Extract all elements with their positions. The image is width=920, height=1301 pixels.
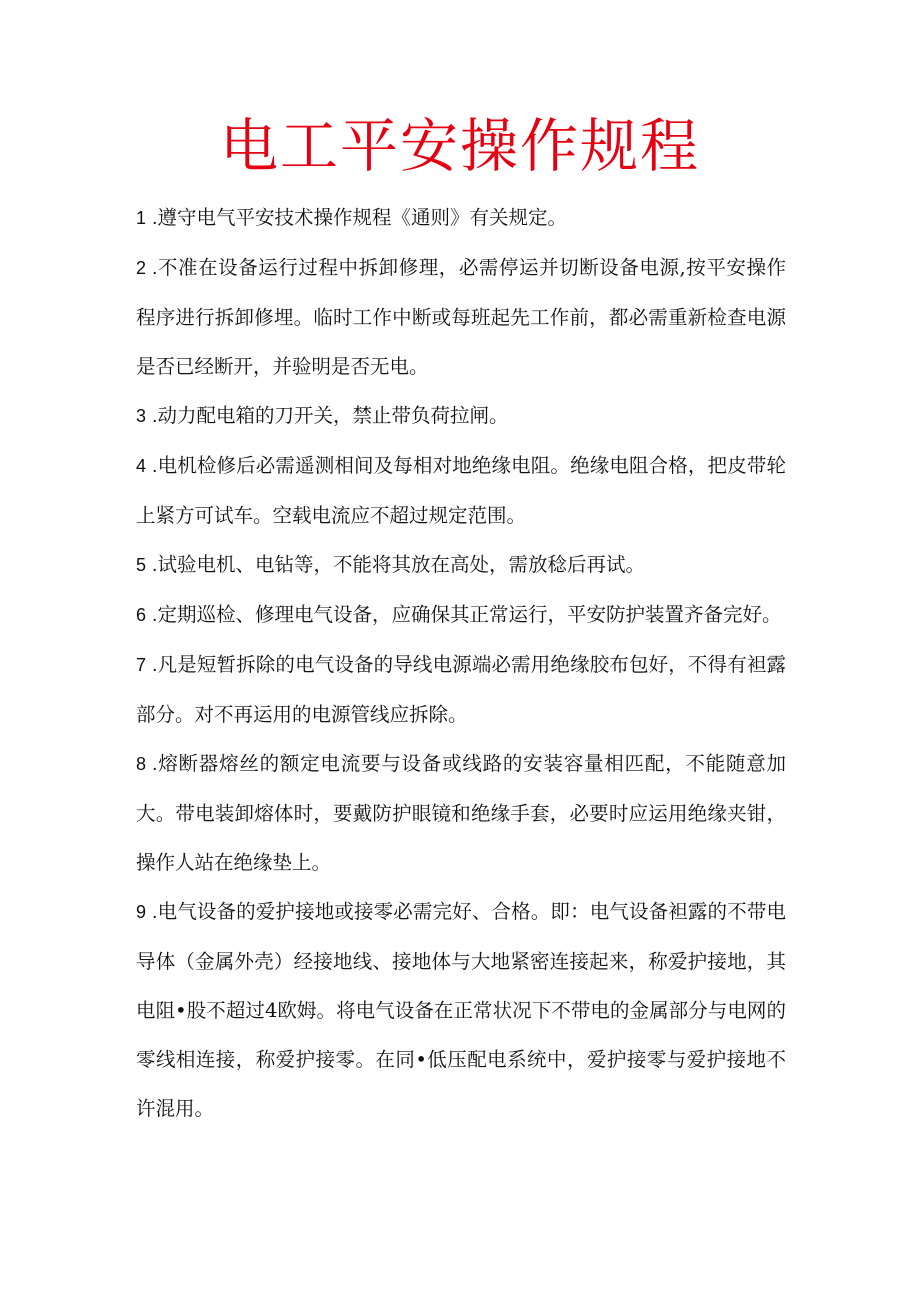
rule-text: 遵守电气平安技术操作规程《通则》有关规定。 <box>157 206 567 229</box>
rule-item: 5 .试验电机、电钻等，不能将其放在高处，需放稔后再试。 <box>136 553 645 576</box>
rule-number: 2 <box>136 258 147 278</box>
rule-text: 定期巡检、修理电气设备，应确保其正常运行，平安防护装置齐备完好。 <box>157 603 782 626</box>
rule-text: 电机检修后必需遥测相间及每相对地绝缘电阻。绝缘电阻合格，把皮带轮上紧方可试车。空载电流应不超过规定范围。 <box>136 454 786 527</box>
rule-number: 8 <box>136 754 147 774</box>
rule-item: 1 .遵守电气平安技术操作规程《通则》有关规定。 <box>136 206 567 229</box>
rule-text: 凡是短暂拆除的电气设备的导线电源端必需用绝缘胶布包好，不得有袒露部分。对不再运用的电源管线应拆除。 <box>136 653 786 726</box>
rule-number: 5 <box>136 555 147 575</box>
rule-item: 3 .动力配电箱的刀开关，禁止带负荷拉闸。 <box>136 404 509 427</box>
rule-text: 动力配电箱的刀开关，禁止带负荷拉闸。 <box>157 404 509 427</box>
rule-text: 不准在设备运行过程中拆卸修理，必需停运并切断设备电源,按平安操作程序进行拆卸修埋。临时工作中断或每班起先工作前，都必需重新检查电源是否已经断开，并验明是否无电。 <box>136 256 786 378</box>
rule-number: 1 <box>136 208 147 228</box>
rule-item: 8 .熔断器熔丝的额定电流要与设备或线路的安装容量相匹配，不能随意加大。带电装卸熔体时，要戴防护眼镜和绝缘手套，必要时应运用绝缘夹钳，操作人站在绝缘垫上。 <box>136 752 786 874</box>
rule-number: 7 <box>136 655 147 675</box>
rule-item: 4 .电机检修后必需遥测相间及每相对地绝缘电阻。绝缘电阻合格，把皮带轮上紧方可试车。空载电流应不超过规定范围。 <box>136 454 786 527</box>
rule-number: 3 <box>136 406 147 426</box>
rule-text: 电气设备的爱护接地或接零必需完好、合格。即：电气设备袒露的不带电导体（金属外壳）经接地线、接地体与大地紧密连接起来，称爱护接地，其电阻•股不超过4欧姆。将电气设备在正常状况下不带电的金属部分与电网的零线相连接，称爱护接零。在同•低压配电系统中，爱护接零与爱护接地不许混用。 <box>136 900 786 1120</box>
rule-text: 试验电机、电钻等，不能将其放在高处，需放稔后再试。 <box>157 553 645 576</box>
document-title: 电工平安操作规程 <box>219 112 700 180</box>
rules-list <box>136 193 786 1133</box>
rule-number: 4 <box>136 456 147 476</box>
rule-number: 6 <box>136 605 147 625</box>
rule-item: 9 .电气设备的爱护接地或接零必需完好、合格。即：电气设备袒露的不带电导体（金属外壳）经接地线、接地体与大地紧密连接起来，称爱护接地，其电阻•股不超过4欧姆。将电气设备在正常状况下不带电的金属部分与电网的零线相连接，称爱护接零。在同•低压配电系统中，爱护接零与爱护接地不许混用。 <box>136 900 786 1120</box>
rule-item: 7 .凡是短暂拆除的电气设备的导线电源端必需用绝缘胶布包好，不得有袒露部分。对不再运用的电源管线应拆除。 <box>136 653 786 726</box>
rule-text: 熔断器熔丝的额定电流要与设备或线路的安装容量相匹配，不能随意加大。带电装卸熔体时，要戴防护眼镜和绝缘手套，必要时应运用绝缘夹钳，操作人站在绝缘垫上。 <box>136 752 786 874</box>
rule-item: 6 .定期巡检、修理电气设备，应确保其正常运行，平安防护装置齐备完好。 <box>136 603 782 626</box>
rule-number: 9 <box>136 902 147 922</box>
rule-item: 2 .不准在设备运行过程中拆卸修理，必需停运并切断设备电源,按平安操作程序进行拆卸修埋。临时工作中断或每班起先工作前，都必需重新检查电源是否已经断开，并验明是否无电。 <box>136 256 786 378</box>
